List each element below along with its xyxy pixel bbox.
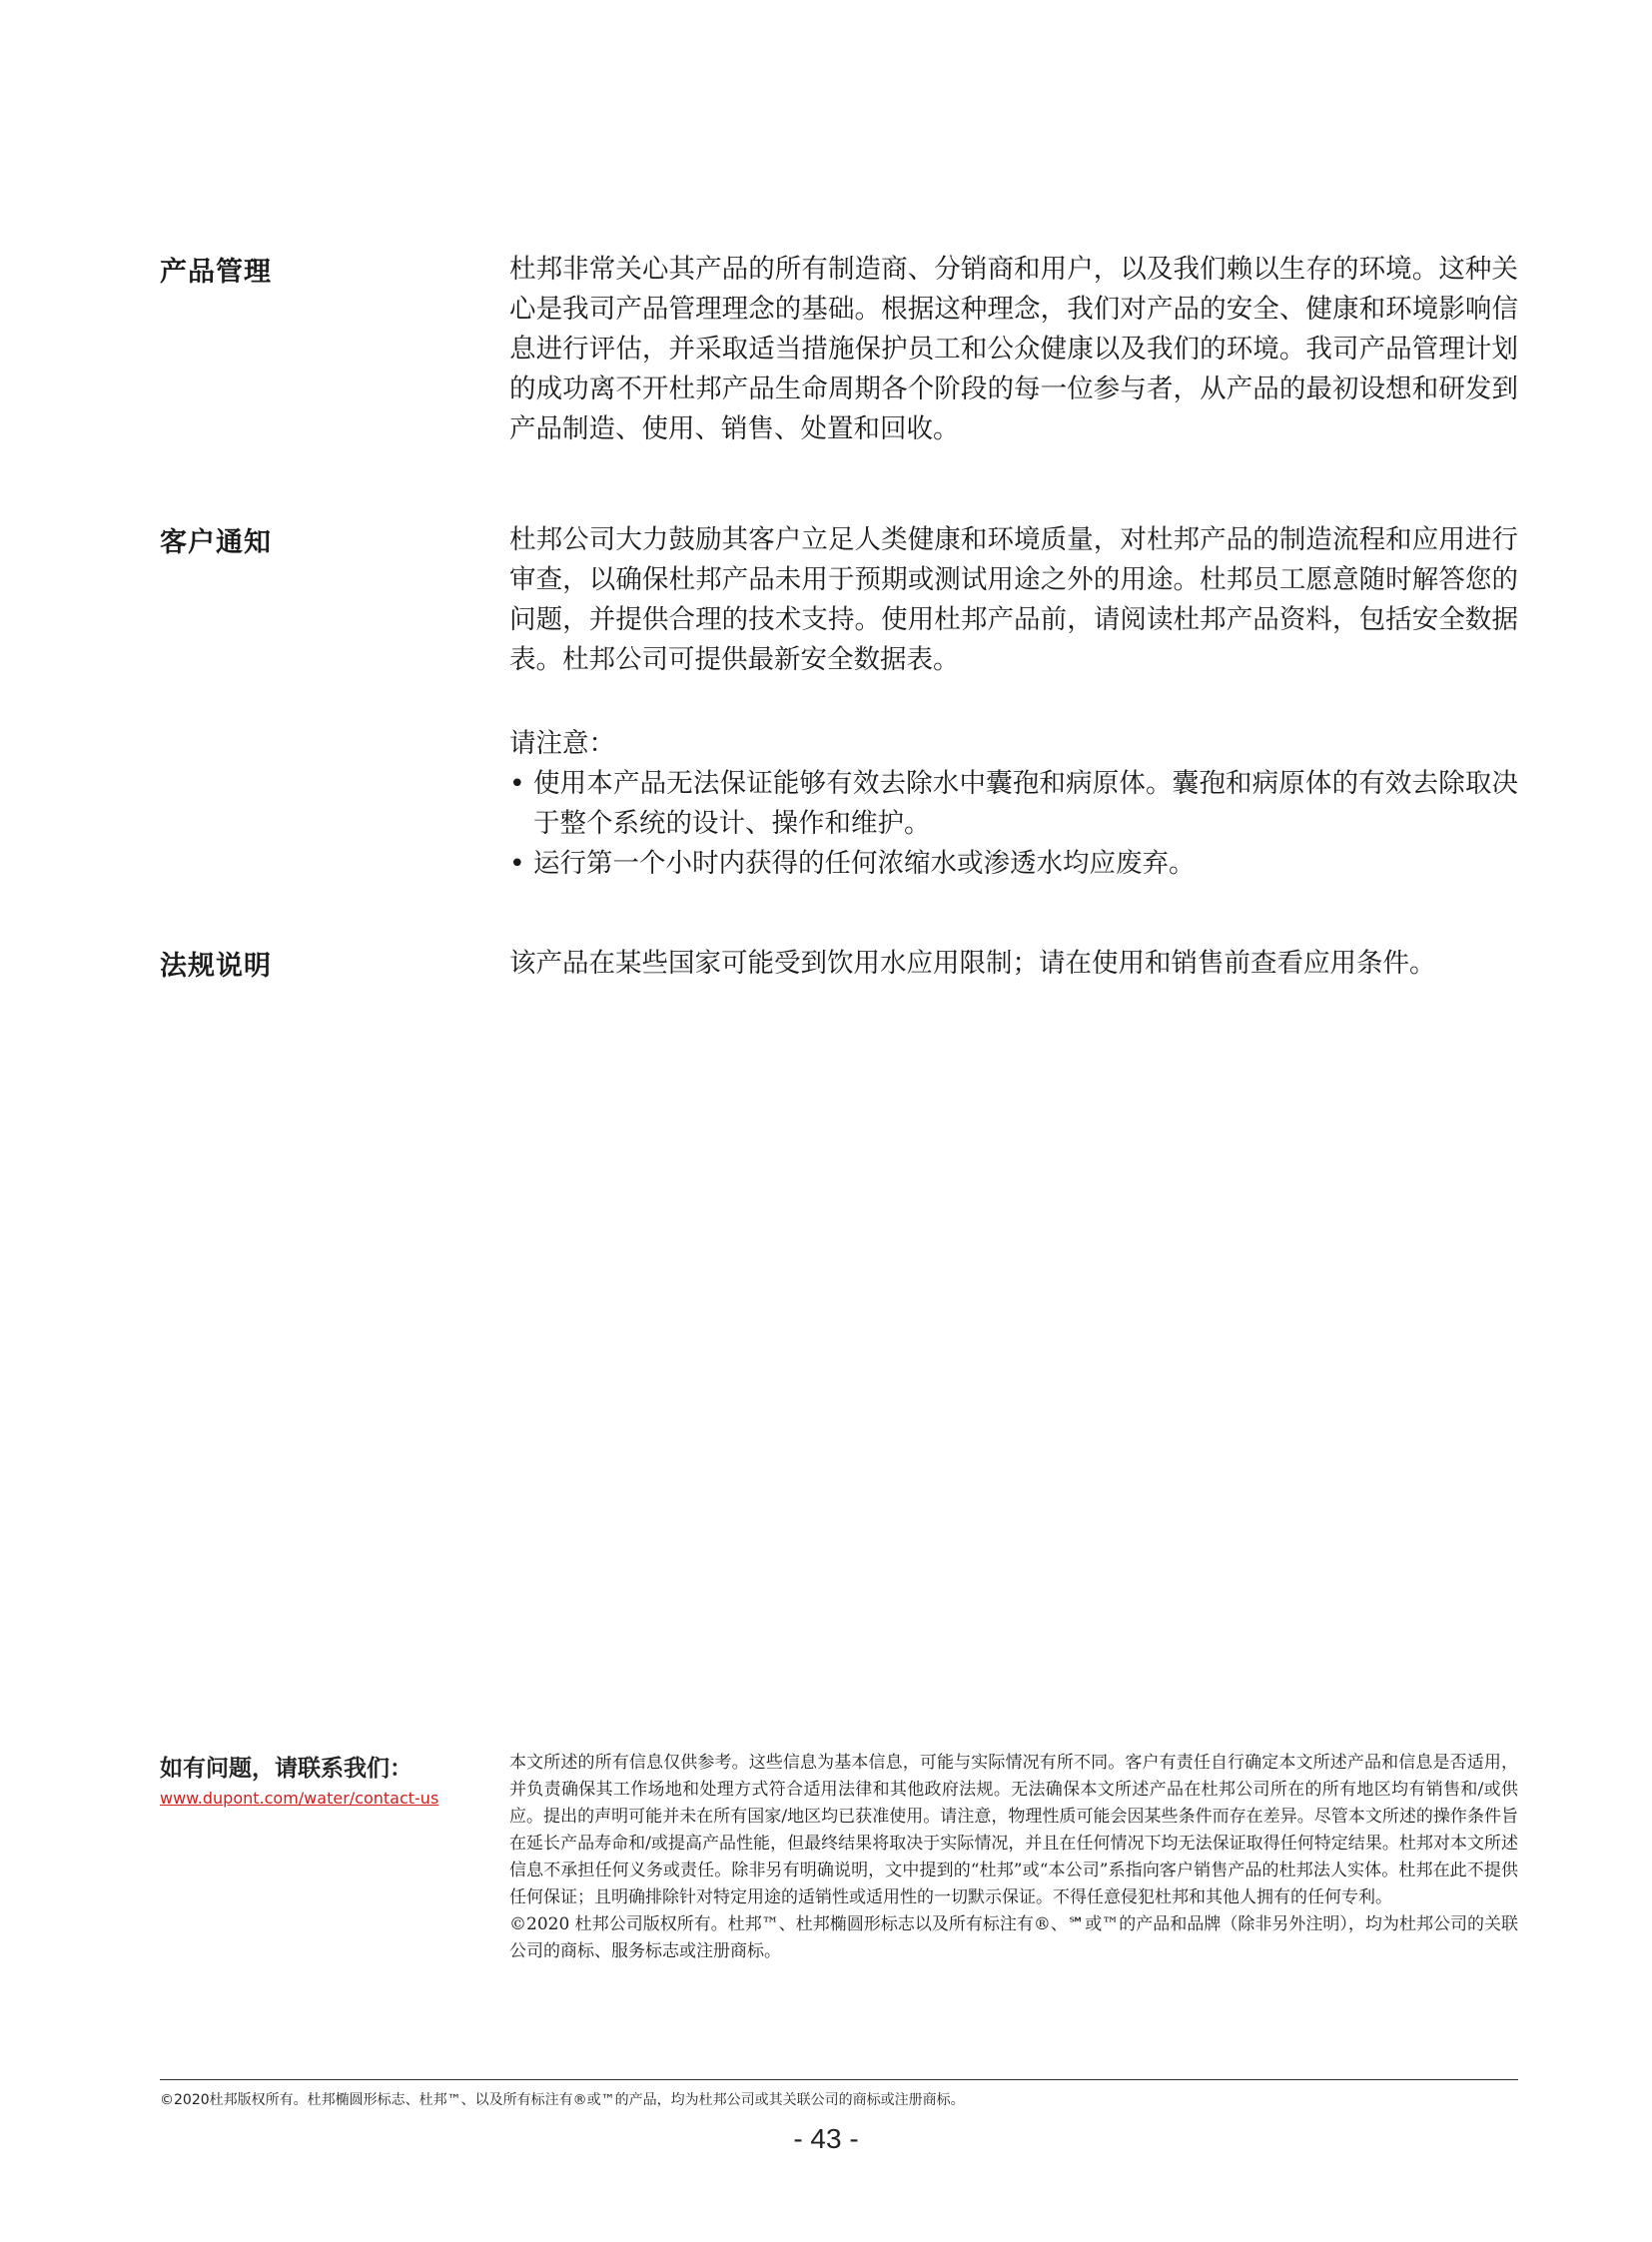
bullet-dot: • <box>509 768 525 799</box>
contact-block <box>160 1750 479 1808</box>
disclaimer-paragraph: 本文所述的所有信息仅供参考。这些信息为基本信息，可能与实际情况有所不同。客户有责任自行确定本文所述产品和信息是否适用，并负责确保其工作场地和处理方式符合适用法律和其他政府法规。无法确保本文所述产品在杜邦公司所在的所有地区均有销售和/或供应。提出的声明可能并未在所有国家/地区均已获准使用。请注意，物理性质可能会因某些条件而存在差异。尽管本文所述的操作条件旨在延长产品寿命和/或提高产品性能，但最终结果将取决于实际情况，并且在任何情况下均无法保证取得任何特定结果。杜邦对本文所述信息不承担任何义务或责任。除非另有明确说明，文中提到的“杜邦”或“本公司”系指向客户销售产品的杜邦法人实体。杜邦在此不提供任何保证；且明确排除针对特定用途的适销性或适用性的一切默示保证。不得任意侵犯杜邦和其他人拥有的任何专利。 <box>509 1753 1518 1907</box>
section-paragraph: 杜邦非常关心其产品的所有制造商、分销商和用户，以及我们赖以生存的环境。这种关心是我司产品管理理念的基础。根据这种理念，我们对产品的安全、健康和环境影响信息进行评估，并采取适当措施保护员工和公众健康以及我们的环境。我司产品管理计划的成功离不开杜邦产品生命周期各个阶段的每一位参与者，从产品的最初设想和研发到产品制造、使用、销售、处置和回收。 <box>509 254 1518 444</box>
bullet-text: 运行第一个小时内获得的任何浓缩水或渗透水均应废弃。 <box>533 848 1196 879</box>
footer-copyright: ©2020杜邦版权所有。杜邦椭圆形标志、杜邦™、以及所有标注有®或™的产品，均为杜邦公司或其关联公司的商标或注册商标。 <box>160 2092 965 2108</box>
section-title: 产品管理 <box>160 257 272 288</box>
bullet-item <box>509 844 1518 884</box>
note-bullet-list <box>509 764 1518 884</box>
contact-label: 如有问题，请联系我们： <box>160 1755 413 1782</box>
page-number: - 43 - <box>793 2123 859 2154</box>
section-paragraph: 杜邦公司大力鼓励其客户立足人类健康和环境质量，对杜邦产品的制造流程和应用进行审查，以确保杜邦产品未用于预期或测试用途之外的用途。杜邦员工愿意随时解答您的问题，并提供合理的技术支持。使用杜邦产品前，请阅读杜邦产品资料，包括安全数据表。杜邦公司可提供最新安全数据表。 <box>509 524 1518 675</box>
contact-link[interactable]: www.dupont.com/water/contact-us <box>160 1789 439 1808</box>
section-body <box>509 520 1518 884</box>
section-body <box>509 250 1518 449</box>
note-label: 请注意： <box>509 728 615 759</box>
disclaimer-copyright: ©2020 杜邦公司版权所有。杜邦™、杜邦椭圆形标志以及所有标注有®、℠或™的产品和品牌（除非另外注明），均为杜邦公司的关联公司的商标、服务标志或注册商标。 <box>509 1914 1518 1961</box>
bullet-item <box>509 764 1518 844</box>
bullet-dot: • <box>509 848 525 879</box>
section-title: 客户通知 <box>160 527 272 558</box>
section-body <box>509 944 1518 984</box>
disclaimer-block <box>509 1750 1518 1965</box>
section-title: 法规说明 <box>160 951 272 982</box>
footer-divider <box>160 2079 1518 2080</box>
section-paragraph: 该产品在某些国家可能受到饮用水应用限制；请在使用和销售前查看应用条件。 <box>509 948 1436 979</box>
bullet-text: 使用本产品无法保证能够有效去除水中囊孢和病原体。囊孢和病原体的有效去除取决于整个系统的设计、操作和维护。 <box>533 768 1518 839</box>
